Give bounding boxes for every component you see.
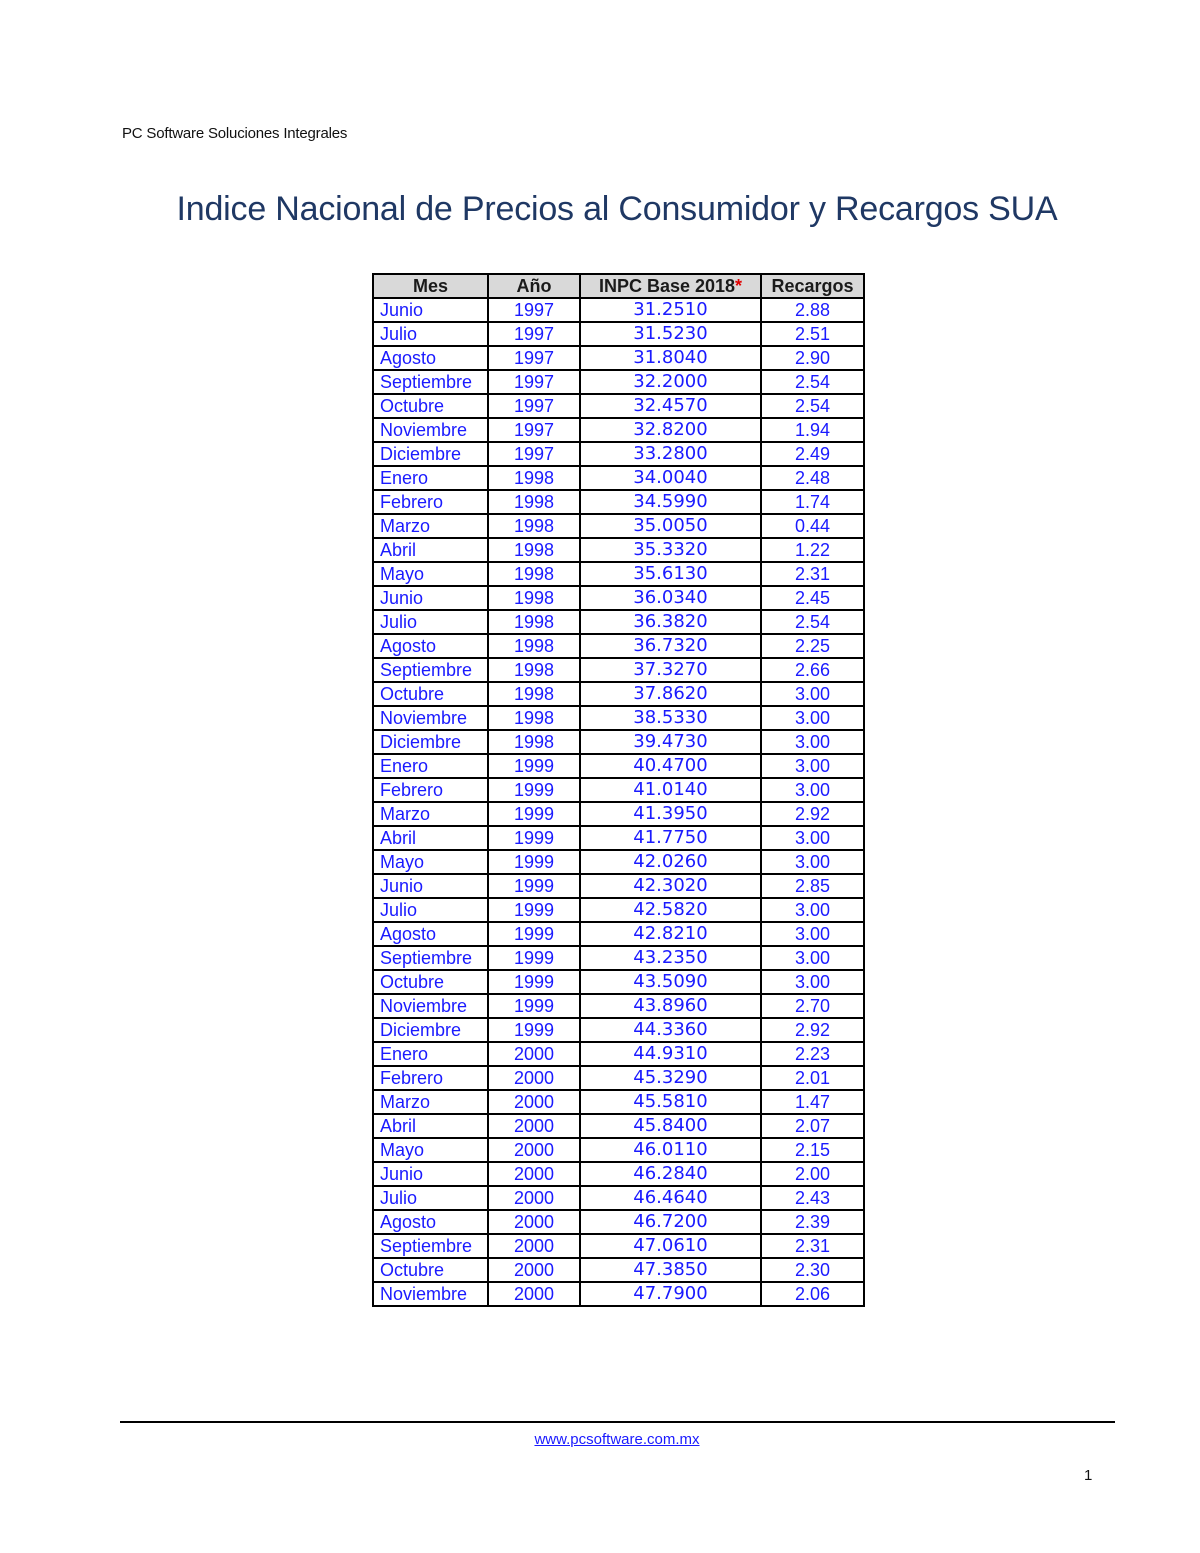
cell-anio: 2000 — [488, 1234, 580, 1258]
cell-anio: 2000 — [488, 1282, 580, 1306]
cell-mes: Febrero — [373, 490, 488, 514]
cell-anio: 1997 — [488, 322, 580, 346]
page-number: 1 — [1084, 1467, 1093, 1484]
cell-inpc: 31.5230 — [580, 322, 761, 346]
table-row — [373, 1162, 864, 1186]
inpc-table — [372, 273, 865, 1307]
table-row — [373, 322, 864, 346]
table-row — [373, 298, 864, 322]
cell-inpc: 46.7200 — [580, 1210, 761, 1234]
table-row — [373, 1258, 864, 1282]
cell-mes: Septiembre — [373, 1234, 488, 1258]
table-row — [373, 898, 864, 922]
footnote-marker: * — [735, 276, 743, 296]
cell-mes: Agosto — [373, 1210, 488, 1234]
cell-recargos: 2.43 — [761, 1186, 864, 1210]
cell-recargos: 1.94 — [761, 418, 864, 442]
header-row — [373, 274, 864, 298]
table-header — [373, 274, 864, 298]
cell-mes: Septiembre — [373, 370, 488, 394]
cell-inpc: 42.5820 — [580, 898, 761, 922]
cell-recargos: 2.54 — [761, 394, 864, 418]
cell-mes: Agosto — [373, 922, 488, 946]
table-row — [373, 442, 864, 466]
table-row — [373, 562, 864, 586]
cell-mes: Enero — [373, 1042, 488, 1066]
cell-recargos: 1.47 — [761, 1090, 864, 1114]
cell-mes: Septiembre — [373, 658, 488, 682]
cell-recargos: 3.00 — [761, 778, 864, 802]
cell-inpc: 35.6130 — [580, 562, 761, 586]
cell-mes: Noviembre — [373, 418, 488, 442]
cell-mes: Noviembre — [373, 1282, 488, 1306]
cell-recargos: 3.00 — [761, 754, 864, 778]
cell-anio: 1999 — [488, 970, 580, 994]
cell-recargos: 2.31 — [761, 1234, 864, 1258]
cell-anio: 1998 — [488, 658, 580, 682]
table-row — [373, 970, 864, 994]
cell-anio: 2000 — [488, 1258, 580, 1282]
cell-anio: 1997 — [488, 346, 580, 370]
cell-recargos: 2.54 — [761, 370, 864, 394]
table-row — [373, 370, 864, 394]
cell-mes: Junio — [373, 874, 488, 898]
table-row — [373, 634, 864, 658]
cell-recargos: 2.25 — [761, 634, 864, 658]
cell-recargos: 2.15 — [761, 1138, 864, 1162]
table-row — [373, 1114, 864, 1138]
table-row — [373, 1186, 864, 1210]
cell-mes: Marzo — [373, 514, 488, 538]
cell-inpc: 34.5990 — [580, 490, 761, 514]
cell-inpc: 32.8200 — [580, 418, 761, 442]
cell-recargos: 2.48 — [761, 466, 864, 490]
cell-mes: Junio — [373, 1162, 488, 1186]
table-row — [373, 706, 864, 730]
cell-anio: 1998 — [488, 610, 580, 634]
cell-mes: Marzo — [373, 802, 488, 826]
cell-mes: Julio — [373, 610, 488, 634]
cell-inpc: 45.3290 — [580, 1066, 761, 1090]
cell-mes: Agosto — [373, 634, 488, 658]
cell-mes: Abril — [373, 826, 488, 850]
cell-mes: Septiembre — [373, 946, 488, 970]
cell-mes: Marzo — [373, 1090, 488, 1114]
cell-recargos: 2.01 — [761, 1066, 864, 1090]
cell-inpc: 32.2000 — [580, 370, 761, 394]
cell-inpc: 43.2350 — [580, 946, 761, 970]
cell-anio: 1999 — [488, 802, 580, 826]
cell-recargos: 0.44 — [761, 514, 864, 538]
cell-recargos: 2.88 — [761, 298, 864, 322]
cell-inpc: 44.9310 — [580, 1042, 761, 1066]
table-row — [373, 1090, 864, 1114]
table-row — [373, 1018, 864, 1042]
cell-recargos: 2.30 — [761, 1258, 864, 1282]
cell-anio: 1997 — [488, 442, 580, 466]
cell-inpc: 41.0140 — [580, 778, 761, 802]
cell-mes: Abril — [373, 538, 488, 562]
cell-inpc: 47.3850 — [580, 1258, 761, 1282]
cell-recargos: 2.49 — [761, 442, 864, 466]
cell-anio: 1998 — [488, 682, 580, 706]
cell-mes: Octubre — [373, 682, 488, 706]
table-row — [373, 754, 864, 778]
table-row — [373, 658, 864, 682]
table-row — [373, 874, 864, 898]
cell-mes: Mayo — [373, 1138, 488, 1162]
cell-recargos: 1.74 — [761, 490, 864, 514]
table-row — [373, 586, 864, 610]
cell-anio: 1999 — [488, 994, 580, 1018]
cell-inpc: 47.7900 — [580, 1282, 761, 1306]
table-row — [373, 946, 864, 970]
cell-inpc: 33.2800 — [580, 442, 761, 466]
cell-recargos: 3.00 — [761, 826, 864, 850]
column-header-mes: Mes — [373, 274, 488, 298]
cell-inpc: 36.3820 — [580, 610, 761, 634]
table-row — [373, 826, 864, 850]
cell-recargos: 2.66 — [761, 658, 864, 682]
table-row — [373, 922, 864, 946]
cell-mes: Julio — [373, 898, 488, 922]
table-row — [373, 514, 864, 538]
table-row — [373, 802, 864, 826]
cell-mes: Noviembre — [373, 706, 488, 730]
table-row — [373, 778, 864, 802]
cell-inpc: 37.8620 — [580, 682, 761, 706]
cell-anio: 2000 — [488, 1066, 580, 1090]
cell-mes: Abril — [373, 1114, 488, 1138]
cell-recargos: 2.70 — [761, 994, 864, 1018]
cell-recargos: 2.45 — [761, 586, 864, 610]
page-title: Indice Nacional de Precios al Consumidor y Recargos SUA — [176, 190, 1058, 228]
column-header-anio: Año — [488, 274, 580, 298]
cell-inpc: 34.0040 — [580, 466, 761, 490]
cell-mes: Agosto — [373, 346, 488, 370]
cell-recargos: 2.00 — [761, 1162, 864, 1186]
company-name: PC Software Soluciones Integrales — [122, 125, 348, 142]
cell-mes: Julio — [373, 1186, 488, 1210]
cell-anio: 1998 — [488, 466, 580, 490]
cell-mes: Octubre — [373, 1258, 488, 1282]
cell-mes: Mayo — [373, 562, 488, 586]
cell-recargos: 2.39 — [761, 1210, 864, 1234]
cell-inpc: 41.7750 — [580, 826, 761, 850]
cell-mes: Octubre — [373, 970, 488, 994]
cell-anio: 1999 — [488, 754, 580, 778]
cell-mes: Noviembre — [373, 994, 488, 1018]
cell-mes: Junio — [373, 586, 488, 610]
cell-mes: Diciembre — [373, 730, 488, 754]
cell-inpc: 42.3020 — [580, 874, 761, 898]
cell-recargos: 3.00 — [761, 682, 864, 706]
cell-inpc: 43.8960 — [580, 994, 761, 1018]
cell-anio: 1999 — [488, 850, 580, 874]
cell-recargos: 2.06 — [761, 1282, 864, 1306]
cell-recargos: 2.92 — [761, 802, 864, 826]
cell-inpc: 32.4570 — [580, 394, 761, 418]
cell-recargos: 3.00 — [761, 898, 864, 922]
cell-inpc: 38.5330 — [580, 706, 761, 730]
table-row — [373, 1042, 864, 1066]
cell-recargos: 2.07 — [761, 1114, 864, 1138]
table-row — [373, 730, 864, 754]
cell-inpc: 35.3320 — [580, 538, 761, 562]
cell-recargos: 3.00 — [761, 922, 864, 946]
cell-mes: Julio — [373, 322, 488, 346]
cell-anio: 2000 — [488, 1114, 580, 1138]
table-row — [373, 1282, 864, 1306]
cell-recargos: 2.51 — [761, 322, 864, 346]
cell-anio: 1998 — [488, 634, 580, 658]
cell-inpc: 46.0110 — [580, 1138, 761, 1162]
cell-mes: Enero — [373, 754, 488, 778]
cell-recargos: 2.90 — [761, 346, 864, 370]
cell-inpc: 42.0260 — [580, 850, 761, 874]
table-row — [373, 1234, 864, 1258]
cell-inpc: 31.2510 — [580, 298, 761, 322]
table-row — [373, 682, 864, 706]
cell-anio: 2000 — [488, 1090, 580, 1114]
cell-inpc: 37.3270 — [580, 658, 761, 682]
website-link[interactable]: www.pcsoftware.com.mx — [534, 1431, 700, 1448]
cell-anio: 2000 — [488, 1210, 580, 1234]
table-row — [373, 394, 864, 418]
cell-anio: 1999 — [488, 874, 580, 898]
cell-inpc: 39.4730 — [580, 730, 761, 754]
cell-anio: 1998 — [488, 514, 580, 538]
table-row — [373, 418, 864, 442]
cell-inpc: 46.4640 — [580, 1186, 761, 1210]
cell-anio: 1998 — [488, 562, 580, 586]
cell-inpc: 42.8210 — [580, 922, 761, 946]
cell-inpc: 36.0340 — [580, 586, 761, 610]
cell-anio: 1998 — [488, 706, 580, 730]
table-row — [373, 994, 864, 1018]
table-row — [373, 1210, 864, 1234]
cell-inpc: 45.5810 — [580, 1090, 761, 1114]
cell-inpc: 36.7320 — [580, 634, 761, 658]
cell-inpc: 41.3950 — [580, 802, 761, 826]
cell-recargos: 2.85 — [761, 874, 864, 898]
cell-recargos: 2.54 — [761, 610, 864, 634]
cell-mes: Diciembre — [373, 1018, 488, 1042]
cell-mes: Mayo — [373, 850, 488, 874]
cell-mes: Febrero — [373, 1066, 488, 1090]
column-header-recargos: Recargos — [761, 274, 864, 298]
table-row — [373, 850, 864, 874]
cell-anio: 1997 — [488, 394, 580, 418]
table-row — [373, 1066, 864, 1090]
cell-anio: 1999 — [488, 826, 580, 850]
cell-anio: 2000 — [488, 1042, 580, 1066]
cell-recargos: 2.31 — [761, 562, 864, 586]
table-row — [373, 466, 864, 490]
cell-mes: Octubre — [373, 394, 488, 418]
cell-anio: 1998 — [488, 586, 580, 610]
column-header-inpc — [580, 274, 761, 298]
cell-inpc: 35.0050 — [580, 514, 761, 538]
cell-mes: Enero — [373, 466, 488, 490]
cell-mes: Diciembre — [373, 442, 488, 466]
cell-recargos: 2.23 — [761, 1042, 864, 1066]
cell-recargos: 3.00 — [761, 946, 864, 970]
cell-anio: 2000 — [488, 1186, 580, 1210]
cell-anio: 1999 — [488, 778, 580, 802]
cell-inpc: 45.8400 — [580, 1114, 761, 1138]
cell-inpc: 31.8040 — [580, 346, 761, 370]
cell-mes: Junio — [373, 298, 488, 322]
cell-anio: 1998 — [488, 538, 580, 562]
inpc-header-label: INPC Base 2018 — [598, 276, 736, 296]
cell-anio: 1997 — [488, 298, 580, 322]
cell-anio: 1999 — [488, 898, 580, 922]
table-row — [373, 346, 864, 370]
table-row — [373, 538, 864, 562]
cell-recargos: 3.00 — [761, 850, 864, 874]
cell-inpc: 47.0610 — [580, 1234, 761, 1258]
table-row — [373, 1138, 864, 1162]
cell-anio: 2000 — [488, 1162, 580, 1186]
cell-anio: 1997 — [488, 370, 580, 394]
cell-inpc: 44.3360 — [580, 1018, 761, 1042]
cell-inpc: 43.5090 — [580, 970, 761, 994]
footer-divider — [120, 1421, 1115, 1423]
cell-anio: 1999 — [488, 946, 580, 970]
table-row — [373, 610, 864, 634]
cell-inpc: 46.2840 — [580, 1162, 761, 1186]
cell-anio: 2000 — [488, 1138, 580, 1162]
table-row — [373, 490, 864, 514]
table-body — [373, 298, 864, 1306]
cell-recargos: 2.92 — [761, 1018, 864, 1042]
cell-anio: 1998 — [488, 490, 580, 514]
cell-anio: 1999 — [488, 922, 580, 946]
cell-inpc: 40.4700 — [580, 754, 761, 778]
cell-recargos: 3.00 — [761, 970, 864, 994]
cell-recargos: 3.00 — [761, 706, 864, 730]
cell-mes: Febrero — [373, 778, 488, 802]
cell-anio: 1999 — [488, 1018, 580, 1042]
cell-anio: 1998 — [488, 730, 580, 754]
cell-recargos: 3.00 — [761, 730, 864, 754]
cell-recargos: 1.22 — [761, 538, 864, 562]
cell-anio: 1997 — [488, 418, 580, 442]
